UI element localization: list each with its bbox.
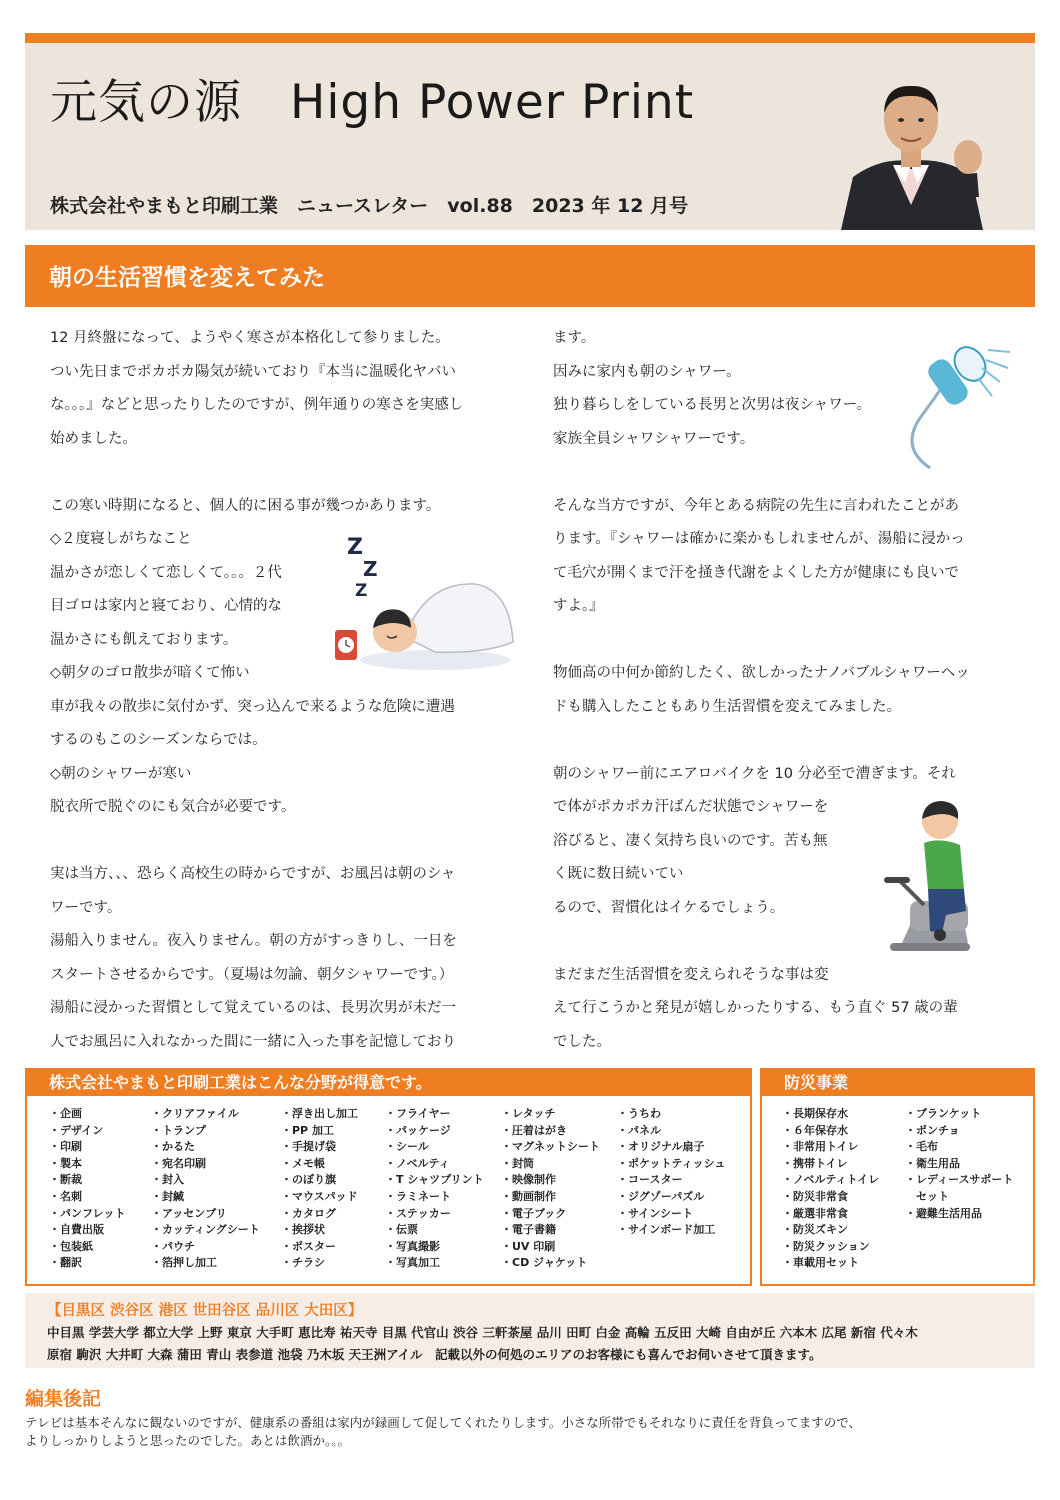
editor-note-line: テレビは基本そんなに観ないのですが、健康系の番組は家内が録画して促してくれたりします。小さな所帯でもそれなりに責任を背負ってますので、 bbox=[25, 1415, 862, 1430]
shower-head-illustration bbox=[900, 338, 1020, 478]
list-item: ・映像制作 bbox=[501, 1173, 556, 1187]
blank-line bbox=[553, 624, 1013, 658]
list-item: ・パネル bbox=[617, 1123, 661, 1137]
paragraph-line: つい先日までポカポカ陽気が続いており『本当に温暖化ヤバい bbox=[50, 363, 456, 380]
sleeping-illustration bbox=[325, 532, 520, 672]
list-item: ・のぼり旗 bbox=[281, 1173, 336, 1187]
list-item: ・ブランケット bbox=[905, 1107, 982, 1120]
list-item: ・手提げ袋 bbox=[281, 1140, 336, 1154]
list-item: ・マウスパッド bbox=[281, 1189, 358, 1203]
services-column bbox=[151, 1106, 260, 1272]
paragraph-line: ◇朝のシャワーが寒い bbox=[50, 765, 192, 782]
list-item: ・チラシ bbox=[281, 1256, 325, 1270]
disaster-box bbox=[760, 1068, 1035, 1286]
list-item: ・サインシート bbox=[617, 1206, 693, 1220]
exercise-bike-illustration bbox=[880, 793, 1000, 958]
paragraph-line: な。。。』などと思ったりしたのですが、例年通りの寒さを実感し bbox=[50, 397, 464, 413]
editor-note-title: 編集後記 bbox=[25, 1388, 102, 1410]
svg-text:Z: Z bbox=[355, 581, 368, 601]
list-item: ・ステッカー bbox=[385, 1206, 451, 1220]
paragraph-line: 朝のシャワー前にエアロバイクを 10 分必至で漕ぎます。それ bbox=[553, 765, 956, 782]
list-item: ・断裁 bbox=[49, 1173, 82, 1187]
list-item: ・車載用セット bbox=[782, 1256, 859, 1270]
list-item: ・箔押し加工 bbox=[151, 1256, 217, 1270]
list-item: ・電子書籍 bbox=[501, 1223, 556, 1237]
editor-note-text bbox=[25, 1414, 861, 1450]
service-area-line: 原宿 駒沢 大井町 大森 蒲田 青山 表参道 池袋 乃木坂 天王洲アイル 記載以外の何処のエリアのお客様にも喜んでお伺いさせて頂きます。 bbox=[47, 1347, 822, 1362]
list-item: ・名刺 bbox=[49, 1189, 82, 1203]
list-item: ・ノベルティトイレ bbox=[782, 1173, 880, 1187]
paragraph-line: するのもこのシーズンならでは。 bbox=[50, 732, 267, 748]
list-item: ・厳選非常食 bbox=[782, 1206, 848, 1220]
services-box bbox=[25, 1068, 752, 1286]
paragraph-line: ワーです。 bbox=[50, 899, 122, 916]
paragraph-line: ◇２度寝しがちなこと bbox=[50, 531, 192, 547]
service-area-title: 【目黒区 渋谷区 港区 世田谷区 品川区 大田区】 bbox=[47, 1303, 363, 1319]
list-item: ・パウチ bbox=[151, 1239, 195, 1253]
paragraph-line: この寒い時期になると、個人的に困る事が幾つかあります。 bbox=[50, 497, 441, 514]
paragraph-line: 目ゴロは家内と寝ており、心情的な bbox=[50, 598, 282, 614]
article-title-band bbox=[25, 245, 1035, 307]
list-item: ・非常用トイレ bbox=[782, 1140, 859, 1154]
list-item: ・トランプ bbox=[151, 1123, 206, 1137]
list-item: ・クリアファイル bbox=[151, 1107, 239, 1120]
list-item: ・ノベルティ bbox=[385, 1156, 450, 1170]
list-item: ・電子ブック bbox=[501, 1206, 567, 1220]
list-item: ・封緘 bbox=[151, 1189, 184, 1203]
paragraph-line: 車が我々の散歩に気付かず、突っ込んで来るような危険に遭遇 bbox=[50, 698, 455, 715]
newsletter-header bbox=[25, 43, 1035, 230]
list-item: ・長期保存水 bbox=[782, 1107, 848, 1120]
list-item: ・ポケットティッシュ bbox=[617, 1156, 726, 1170]
paragraph-line: スタートさせるからです。（夏場は勿論、朝夕シャワーです。） bbox=[50, 966, 454, 983]
paragraph-line: 始めました。 bbox=[50, 430, 137, 447]
list-item: ・レタッチ bbox=[501, 1107, 556, 1120]
paragraph-line: 人でお風呂に入れなかった間に一緒に入った事を記憶しており bbox=[50, 1033, 456, 1050]
blank-line bbox=[50, 825, 520, 859]
list-item: ・PP 加工 bbox=[281, 1123, 334, 1137]
list-item: ・カタログ bbox=[281, 1206, 336, 1220]
list-item: ・携帯トイレ bbox=[782, 1156, 848, 1170]
top-accent-bar bbox=[25, 33, 1035, 43]
svg-text:Z: Z bbox=[347, 535, 363, 560]
blank-line bbox=[50, 456, 520, 490]
list-item: ・防災ズキン bbox=[782, 1223, 848, 1237]
paragraph-line: 温かさが恋しくて恋しくて。。。２代 bbox=[50, 564, 282, 581]
list-item: ・UV 印刷 bbox=[501, 1239, 556, 1253]
paragraph-line: でした。 bbox=[553, 1033, 611, 1050]
paragraph-line: く既に数日続いてい bbox=[553, 866, 684, 882]
list-item: ・圧着はがき bbox=[501, 1123, 567, 1137]
list-item: ・封入 bbox=[151, 1173, 184, 1187]
list-item: ・サインボード加工 bbox=[617, 1223, 716, 1237]
services-column bbox=[281, 1106, 358, 1272]
list-item: ・毛布 bbox=[905, 1140, 938, 1154]
list-item: ・うちわ bbox=[617, 1107, 661, 1120]
paragraph-line: ドも購入したこともあり生活習慣を変えてみました。 bbox=[553, 698, 901, 715]
list-item: ・防災非常食 bbox=[782, 1189, 848, 1203]
paragraph-line: 実は当方、、、恐らく高校生の時からですが、お風呂は朝のシャ bbox=[50, 866, 456, 882]
services-column bbox=[49, 1106, 125, 1272]
list-item: ・包装紙 bbox=[49, 1239, 93, 1253]
list-item: ・防災クッション bbox=[782, 1239, 870, 1253]
list-item: ・T シャツプリント bbox=[385, 1173, 484, 1187]
list-item: ・パンフレット bbox=[49, 1206, 126, 1220]
disaster-column bbox=[905, 1106, 1013, 1222]
editor-note-line: よりしっかりしようと思ったのでした。あとは飲酒か。。。 bbox=[25, 1433, 351, 1448]
list-item: ・CD ジャケット bbox=[501, 1256, 588, 1270]
paragraph-line: すよ。』 bbox=[553, 598, 604, 614]
list-item: ・封筒 bbox=[501, 1156, 534, 1170]
list-item: ・宛名印刷 bbox=[151, 1156, 206, 1170]
services-title: 株式会社やまもと印刷工業はこんな分野が得意です。 bbox=[27, 1070, 750, 1096]
list-item: ・かるた bbox=[151, 1140, 195, 1154]
list-item: ・カッティングシート bbox=[151, 1223, 260, 1237]
list-item: ・ポスター bbox=[281, 1239, 336, 1253]
list-item: ・デザイン bbox=[49, 1123, 104, 1137]
paragraph-line: 家族全員シャワシャワーです。 bbox=[553, 430, 755, 447]
list-item: ・製本 bbox=[49, 1156, 82, 1170]
article-title: 朝の生活習慣を変えてみた bbox=[49, 265, 325, 291]
list-item: ・シール bbox=[385, 1140, 429, 1154]
list-item: ・写真加工 bbox=[385, 1256, 440, 1270]
paragraph-line: ◇朝夕のゴロ散歩が暗くて怖い bbox=[50, 665, 250, 681]
list-item: ・パッケージ bbox=[385, 1123, 451, 1137]
list-item: ・マグネットシート bbox=[501, 1140, 600, 1154]
paragraph-line: 浴びると、凄く気持ち良いのです。苦も無 bbox=[553, 832, 828, 849]
list-item: ・コースター bbox=[617, 1173, 683, 1187]
paragraph-line: 12 月終盤になって、ようやく寒さが本格化して参りました。 bbox=[50, 330, 450, 346]
paragraph-line: ます。 bbox=[553, 330, 596, 346]
list-item: ・企画 bbox=[49, 1107, 82, 1120]
list-item: ・挨拶状 bbox=[281, 1223, 325, 1237]
blank-line bbox=[553, 724, 1013, 758]
services-column bbox=[385, 1106, 484, 1272]
list-item: ・衛生用品 bbox=[905, 1156, 960, 1170]
list-item: ・浮き出し加工 bbox=[281, 1107, 358, 1120]
paragraph-line: て毛穴が開くまで汗を掻き代謝をよくした方が健康にも良いで bbox=[553, 564, 959, 581]
list-item: ・印刷 bbox=[49, 1140, 82, 1154]
service-area-box bbox=[25, 1293, 1035, 1368]
list-item: ・ポンチョ bbox=[905, 1123, 960, 1137]
list-item: ・自費出版 bbox=[49, 1223, 104, 1237]
paragraph-line: まだまだ生活習慣を変えられそうな事は変 bbox=[553, 966, 829, 983]
list-item: ・フライヤー bbox=[385, 1107, 451, 1120]
newsletter-subtitle: 株式会社やまもと印刷工業 ニュースレター vol.88 2023 年 12 月号 bbox=[50, 195, 689, 217]
paragraph-line: で体がポカポカ汗ばんだ状態でシャワーを bbox=[553, 799, 829, 815]
disaster-title: 防災事業 bbox=[762, 1070, 1033, 1096]
paragraph-line: 湯船入りません。夜入りません。朝の方がすっきりし、一日を bbox=[50, 933, 457, 949]
newsletter-title: 元気の源 High Power Print bbox=[50, 75, 695, 130]
paragraph-line: 温かさにも飢えております。 bbox=[50, 631, 238, 648]
list-item: ・ジグゾーパズル bbox=[617, 1189, 705, 1203]
services-column bbox=[501, 1106, 600, 1272]
list-item: ・避難生活用品 bbox=[905, 1206, 982, 1220]
list-item: ・写真撮影 bbox=[385, 1239, 440, 1253]
paragraph-line: 脱衣所で脱ぐのにも気合が必要です。 bbox=[50, 799, 296, 815]
services-column bbox=[617, 1106, 725, 1239]
list-item: ・アッセンブリ bbox=[151, 1206, 227, 1220]
list-item: セット bbox=[905, 1189, 949, 1203]
list-item: ・レディースサポート bbox=[905, 1173, 1014, 1187]
paragraph-line: 因みに家内も朝のシャワー。 bbox=[553, 363, 741, 380]
portrait-photo bbox=[831, 65, 991, 230]
list-item: ・ラミネート bbox=[385, 1189, 451, 1203]
service-area-line: 中目黒 学芸大学 都立大学 上野 東京 大手町 恵比寿 祐天寺 目黒 代官山 渋谷 三軒茶屋 品川 田町 白金 高輪 五反田 大崎 自由が丘 六本木 広尾 新宿 代々木 bbox=[47, 1325, 918, 1340]
paragraph-line: るので、習慣化はイケるでしょう。 bbox=[553, 899, 785, 916]
paragraph-line: 物価高の中何か節約したく、欲しかったナノバブルシャワーヘッ bbox=[553, 665, 970, 681]
list-item: ・動画制作 bbox=[501, 1189, 556, 1203]
list-item: ・翻訳 bbox=[49, 1256, 82, 1270]
paragraph-line: 独り暮らしをしている長男と次男は夜シャワー。 bbox=[553, 397, 872, 413]
list-item: ・メモ帳 bbox=[281, 1156, 325, 1170]
paragraph-line: ります。『シャワーは確かに楽かもしれませんが、湯船に浸かっ bbox=[553, 531, 965, 547]
list-item: ・オリジナル扇子 bbox=[617, 1140, 705, 1154]
paragraph-line: 湯船に浸かった習慣として覚えているのは、長男次男が未だ一 bbox=[50, 1000, 456, 1016]
list-item: ・６年保存水 bbox=[782, 1123, 848, 1137]
list-item: ・伝票 bbox=[385, 1223, 418, 1237]
paragraph-line: そんな当方ですが、今年とある病院の先生に言われたことがあ bbox=[553, 497, 959, 514]
paragraph-line: えて行こうかと発見が嬉しかったりする、もう直ぐ 57 歳の輩 bbox=[553, 1000, 958, 1016]
svg-text:Z: Z bbox=[363, 557, 378, 581]
disaster-column bbox=[782, 1106, 879, 1272]
article-left-column bbox=[50, 322, 520, 1059]
